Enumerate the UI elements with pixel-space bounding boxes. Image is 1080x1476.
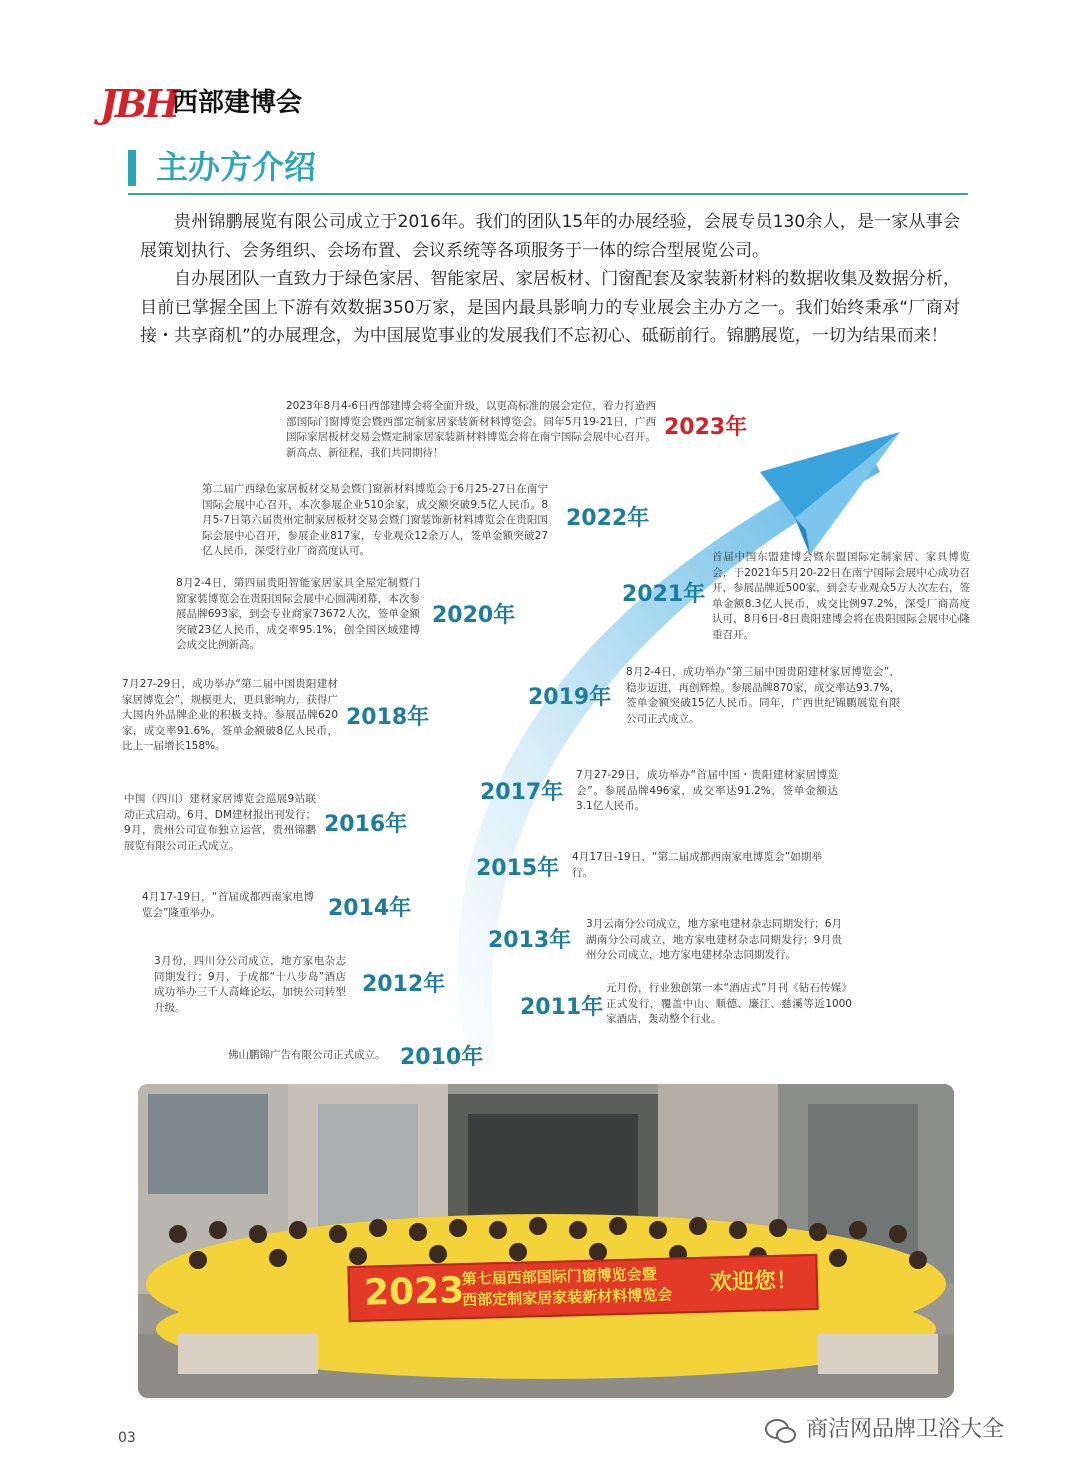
- timeline-text-2013: 3月云南分公司成立，地方家电建材杂志同期发行；6月湖南分公司成立，地方家电建材杂志同期发行；9月贵州分公司成立，地方家电建材杂志同期发行。: [586, 918, 842, 961]
- timeline-text-2015: 4月17日-19日，“第二届成都西南家电博览会”如期举行。: [572, 851, 822, 879]
- timeline-text-2010: 佛山鹏锦广告有限公司正式成立。: [228, 1049, 386, 1061]
- timeline-text-2017: 7月27-29日，成功举办“首届中国・贵阳建材家居博览会”。参展品牌496家，成交率达91.2%，签单金额达3.1亿人民币。: [576, 769, 838, 812]
- timeline-text-2012: 3月份，四川分公司成立，地方家电杂志同期发行；9月，于成都“十八步岛”酒店成功举办三千人高峰论坛，加快公司转型升级。: [154, 955, 346, 1014]
- timeline-text-2018: 7月27-29日，成功举办“第二届中国贵阳建材家居博览会”，规模更大，更具影响力，获得广大国内外品牌企业的积极支持。参展品牌620家，成交率91.6%，签单金额破8亿人民币，比上一届增长158%。: [122, 678, 338, 752]
- timeline-year-2014: 2014年: [328, 896, 412, 921]
- section-title: 主办方介绍: [156, 148, 317, 186]
- brand-logo-text: 西部建博会: [172, 88, 303, 118]
- brand-logo-mark: JBH: [100, 81, 178, 126]
- timeline-year-2020: 2020年: [432, 603, 516, 628]
- group-photo: [138, 1084, 954, 1398]
- group-photo-scene: [138, 1084, 954, 1398]
- intro-text: [140, 208, 960, 351]
- banner-line-1: 第七届西部国际门窗博览会暨: [461, 1265, 657, 1289]
- timeline-year-2022: 2022年: [566, 506, 650, 531]
- banner-line-2: 西部定制家居家装新材料博览会: [462, 1285, 673, 1310]
- timeline-text-2022: 第二届广西绿色家居板材交易会暨门窗新材料博览会于6月25-27日在南宁国际会展中心召开，本次参展企业510余家，成交额突破9.5亿人民币。8月5-7日第六届贵州定制家居板材交易会暨门窗装饰新材料博览会在贵阳国际会展中心召开，参展企业817家，专业观众12余万人，签单金额突破27亿人民币，深受行业厂商高度认可。: [202, 483, 548, 557]
- timeline-year-2015: 2015年: [476, 856, 560, 881]
- page-number: 03: [118, 1430, 136, 1446]
- timeline-text-2014: 4月17-19日，“首届成都西南家电博览会”隆重举办。: [142, 891, 314, 919]
- intro-paragraph-1: 贵州锦鹏展览有限公司成立于2016年。我们的团队15年的办展经验，会展专员130余人，是一家从事会展策划执行、会务组织、会场布置、会议系统等各项服务于一体的综合型展览公司。: [140, 212, 960, 261]
- timeline-year-2023: 2023年: [664, 415, 748, 440]
- timeline-year-2010: 2010年: [400, 1045, 484, 1070]
- timeline-text-2019: 8月2-4日，成功举办“第三届中国贵阳建材家居博览会”，稳步迈进，再创辉煌。参展品牌870家，成交率达93.7%，签单金额突破15亿人民币。同年，广西世纪锦鹏展览有限公司正式成立。: [626, 666, 900, 725]
- timeline-year-2012: 2012年: [362, 972, 446, 997]
- timeline-year-2017: 2017年: [480, 780, 564, 805]
- timeline-year-2013: 2013年: [488, 928, 572, 953]
- timeline-text-2016: 中国（四川）建材家居博览会巡展9站联动正式启动。6月，DM建材报出刊发行；9月，贵州公司宣布独立运营，贵州锦鹏展览有限公司正式成立。: [124, 793, 316, 852]
- timeline-text-2011: 元月份，行业独创第一本“酒店式”月刊《钻石传媒》正式发行，覆盖中山、顺德、廉江、慈溪等近1000家酒店，轰动整个行业。: [606, 982, 852, 1025]
- intro-paragraph-2: 自办展团队一直致力于绿色家居、智能家居、家居板材、门窗配套及家装新材料的数据收集及数据分析，目前已掌握全国上下游有效数据350万家，是国内最具影响力的专业展会主办方之一。我们始终秉承“厂商对接・共享商机”的办展理念，为中国展览事业的发展我们不忘初心、砥砺前行。锦鹏展览，一切为结果而来！: [140, 269, 960, 346]
- timeline-text-2020: 8月2-4日，第四届贵阳智能家居家具全屋定制暨门窗家装博览会在贵阳国际会展中心圆满闭幕，本次参展品牌693家，到会专业商家73672人次，签单金额突破23亿人民币，成交率95.1%，创全国区域建博会成交比例新高。: [176, 577, 420, 651]
- timeline-year-2019: 2019年: [528, 685, 612, 710]
- section-title-bar: [128, 150, 136, 186]
- watermark-text: 商洁网品牌卫浴大全: [806, 1417, 1005, 1442]
- timeline-year-2018: 2018年: [346, 705, 430, 730]
- timeline-year-2016: 2016年: [324, 812, 408, 837]
- banner-welcome: 欢迎您！: [709, 1268, 799, 1296]
- section-divider: [128, 193, 968, 195]
- wechat-icon: [764, 1418, 798, 1446]
- timeline-text-2023: 2023年8月4-6日西部建博会将全面升级，以更高标准的展会定位，着力打造西部国际门窗博览会暨西部定制家居家装新材料博览会。同年5月19-21日，广西国际家居板材交易会暨定制家居家装新材料博览会将在南宁国际会展中心召开。新高点、新征程，我们共同期待！: [286, 400, 656, 459]
- timeline-text-2021: 首届中国东盟建博会暨东盟国际定制家居、家具博览会，于2021年5月20-22日在南宁国际会展中心成功召开，参展品牌近500家，到会专业观众5万人次左右，签单金额8.3亿人民币，成交比例97.2%，深受厂商高度认可，8月6日-8日贵阳建博会将在贵阳国际会展中心隆重召开。: [712, 551, 970, 641]
- paper-plane-icon: [760, 432, 900, 555]
- timeline-year-2011: 2011年: [520, 995, 604, 1020]
- banner-year: 2023: [363, 1270, 465, 1314]
- timeline-year-2021: 2021年: [622, 582, 706, 607]
